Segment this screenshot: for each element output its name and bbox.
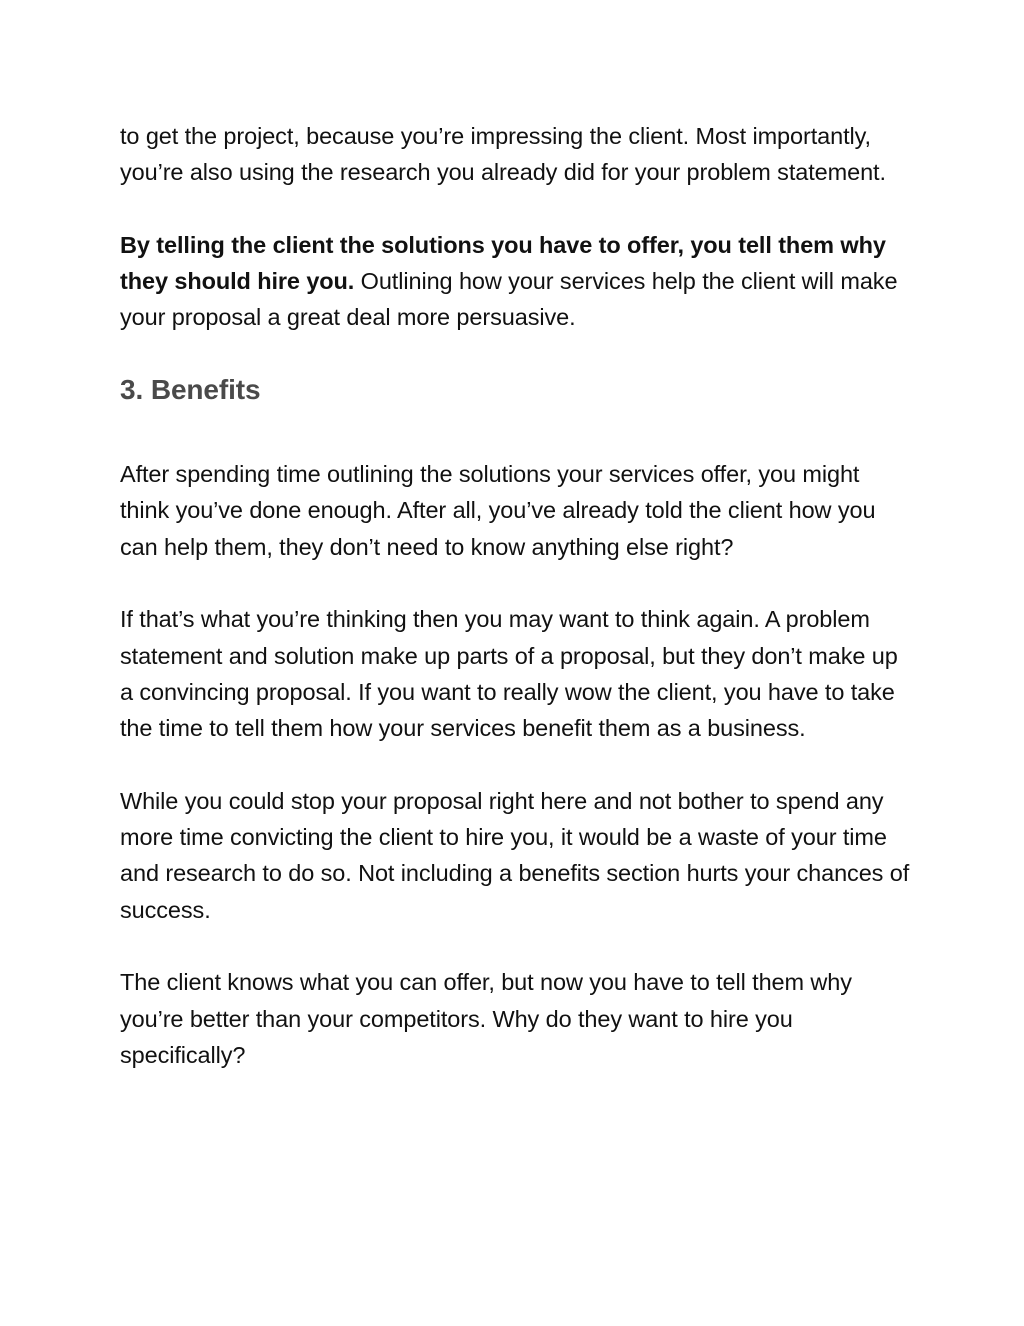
benefits-paragraph-4: The client knows what you can offer, but now you have to tell them why you’re better than your competitors. Why do they want to hire you specifically?	[120, 969, 852, 1068]
intro-paragraph: to get the project, because you’re impressing the client. Most importantly, you’re also using the research you already did for your problem statement.	[120, 123, 886, 186]
benefits-paragraph-2: If that’s what you’re thinking then you may want to think again. A problem statement and solution make up parts of a proposal, but they don’t make up a convincing proposal. If you want to really wow the client, you have to take the time to tell them how your services benefit them as a business.	[120, 606, 898, 742]
bold-lead-sentence: By telling the client the solutions you have to offer, you tell them why they should hire you.	[120, 231, 886, 295]
benefits-paragraph-3: While you could stop your proposal right here and not bother to spend any more time convicting the client to hire you, it would be a waste of your time and research to do so. Not including a benefits section hurts your chances of success.	[120, 787, 910, 923]
paragraph-continuation: Outlining how your services help the client will make your proposal a great deal more persuasive.	[120, 268, 898, 331]
benefits-paragraph-1: After spending time outlining the solutions your services offer, you might think you’ve done enough. After all, you’ve already told the client how you can help them, they don’t need to know anything else right?	[120, 461, 876, 560]
solution-paragraph	[120, 227, 910, 336]
section-heading: 3. Benefits	[120, 374, 261, 406]
document-page	[120, 118, 910, 1109]
